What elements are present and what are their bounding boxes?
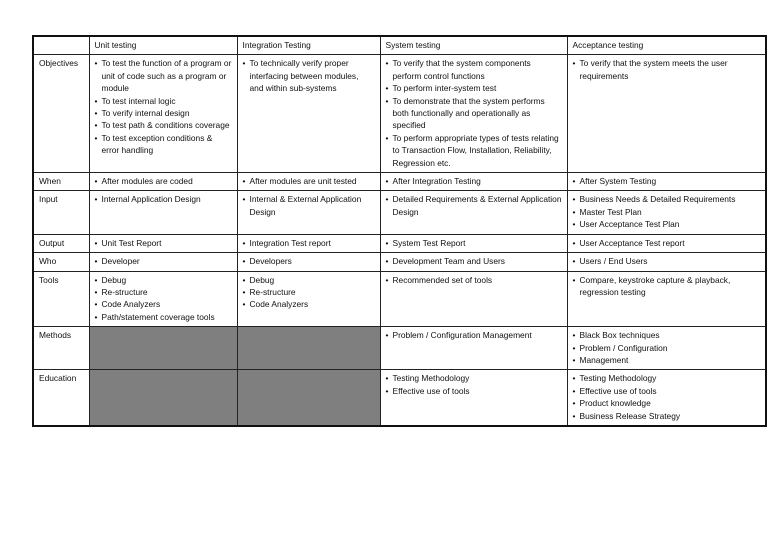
- cell-system: [380, 327, 567, 370]
- cell-integration: [237, 55, 380, 173]
- bullet-item: • To technically verify proper interfacing between modules, and within sub-systems: [243, 57, 375, 94]
- shaded-empty-cell: [237, 327, 380, 370]
- bullet-list: [243, 274, 375, 311]
- bullet-item: • Business Needs & Detailed Requirements: [573, 193, 761, 205]
- bullet-list: [386, 372, 562, 397]
- bullet-item: • To test the function of a program or unit of code such as a program or module: [95, 57, 232, 94]
- row-label: Output: [33, 234, 89, 252]
- bullet-item: • To perform appropriate types of tests relating to Transaction Flow, Installation, Reliability, Regression etc.: [386, 132, 562, 169]
- row-label: When: [33, 173, 89, 191]
- cell-acceptance: [567, 55, 766, 173]
- shaded-empty-cell: [89, 370, 237, 426]
- cell-system: [380, 253, 567, 271]
- bullet-list: [386, 193, 562, 218]
- bullet-item: • User Acceptance Test Plan: [573, 218, 761, 230]
- bullet-item: • Debug: [95, 274, 232, 286]
- bullet-list: [243, 57, 375, 94]
- table-row-objectives: [33, 55, 766, 173]
- cell-unit: [89, 271, 237, 327]
- cell-unit: [89, 55, 237, 173]
- bullet-item: • Detailed Requirements & External Application Design: [386, 193, 562, 218]
- bullet-item: • Path/statement coverage tools: [95, 311, 232, 323]
- cell-acceptance: [567, 253, 766, 271]
- bullet-item: • To verify internal design: [95, 107, 232, 119]
- bullet-list: [95, 193, 232, 205]
- bullet-list: [573, 193, 761, 230]
- cell-unit: [89, 234, 237, 252]
- row-label: Education: [33, 370, 89, 426]
- row-label: Who: [33, 253, 89, 271]
- cell-integration: [237, 234, 380, 252]
- cell-system: [380, 55, 567, 173]
- bullet-item: • Unit Test Report: [95, 237, 232, 249]
- table-row-education: [33, 370, 766, 426]
- bullet-item: • Business Release Strategy: [573, 410, 761, 422]
- bullet-item: • Effective use of tools: [386, 385, 562, 397]
- cell-acceptance: [567, 327, 766, 370]
- table-body: [33, 55, 766, 426]
- header-integration-testing: Integration Testing: [237, 36, 380, 55]
- bullet-list: [243, 175, 375, 187]
- bullet-list: [243, 237, 375, 249]
- bullet-item: • Users / End Users: [573, 255, 761, 267]
- header-acceptance-testing: Acceptance testing: [567, 36, 766, 55]
- bullet-item: • Management: [573, 354, 761, 366]
- bullet-item: • Testing Methodology: [386, 372, 562, 384]
- bullet-list: [95, 57, 232, 156]
- row-label: Objectives: [33, 55, 89, 173]
- cell-unit: [89, 191, 237, 234]
- corner-header-cell: [33, 36, 89, 55]
- bullet-item: • After modules are unit tested: [243, 175, 375, 187]
- testing-comparison-table: [32, 35, 767, 427]
- cell-system: [380, 271, 567, 327]
- header-system-testing: System testing: [380, 36, 567, 55]
- bullet-list: [386, 57, 562, 169]
- bullet-item: • To verify that the system components perform control functions: [386, 57, 562, 82]
- cell-unit: [89, 173, 237, 191]
- cell-system: [380, 173, 567, 191]
- bullet-item: • Re-structure: [243, 286, 375, 298]
- bullet-list: [573, 57, 761, 82]
- bullet-item: • Internal & External Application Design: [243, 193, 375, 218]
- bullet-item: • Developers: [243, 255, 375, 267]
- cell-acceptance: [567, 370, 766, 426]
- cell-system: [380, 191, 567, 234]
- row-label: Tools: [33, 271, 89, 327]
- bullet-list: [386, 255, 562, 267]
- cell-acceptance: [567, 234, 766, 252]
- bullet-list: [386, 175, 562, 187]
- bullet-item: • Development Team and Users: [386, 255, 562, 267]
- bullet-item: • Compare, keystroke capture & playback, regression testing: [573, 274, 761, 299]
- bullet-item: • Effective use of tools: [573, 385, 761, 397]
- cell-integration: [237, 253, 380, 271]
- header-unit-testing: Unit testing: [89, 36, 237, 55]
- bullet-item: • To test path & conditions coverage: [95, 119, 232, 131]
- table-row-when: [33, 173, 766, 191]
- bullet-item: • Problem / Configuration Management: [386, 329, 562, 341]
- bullet-list: [573, 175, 761, 187]
- cell-integration: [237, 271, 380, 327]
- table-row-tools: [33, 271, 766, 327]
- bullet-item: • System Test Report: [386, 237, 562, 249]
- bullet-list: [573, 237, 761, 249]
- bullet-list: [243, 193, 375, 218]
- bullet-item: • Problem / Configuration: [573, 342, 761, 354]
- bullet-list: [573, 255, 761, 267]
- shaded-empty-cell: [89, 327, 237, 370]
- bullet-item: • Integration Test report: [243, 237, 375, 249]
- bullet-item: • Master Test Plan: [573, 206, 761, 218]
- bullet-list: [95, 255, 232, 267]
- row-label: Methods: [33, 327, 89, 370]
- cell-system: [380, 370, 567, 426]
- row-label: Input: [33, 191, 89, 234]
- table-row-input: [33, 191, 766, 234]
- table-row-output: [33, 234, 766, 252]
- bullet-list: [95, 237, 232, 249]
- bullet-item: • Internal Application Design: [95, 193, 232, 205]
- bullet-item: • Debug: [243, 274, 375, 286]
- bullet-list: [386, 274, 562, 286]
- cell-acceptance: [567, 191, 766, 234]
- bullet-item: • Code Analyzers: [95, 298, 232, 310]
- bullet-item: • After modules are coded: [95, 175, 232, 187]
- bullet-list: [386, 237, 562, 249]
- bullet-item: • To verify that the system meets the user requirements: [573, 57, 761, 82]
- bullet-list: [95, 175, 232, 187]
- cell-integration: [237, 191, 380, 234]
- bullet-item: • To test internal logic: [95, 95, 232, 107]
- bullet-item: • After Integration Testing: [386, 175, 562, 187]
- bullet-item: • Code Analyzers: [243, 298, 375, 310]
- cell-system: [380, 234, 567, 252]
- bullet-item: • Black Box techniques: [573, 329, 761, 341]
- cell-unit: [89, 253, 237, 271]
- bullet-list: [573, 329, 761, 366]
- cell-acceptance: [567, 271, 766, 327]
- bullet-list: [573, 372, 761, 422]
- table-row-methods: [33, 327, 766, 370]
- bullet-list: [573, 274, 761, 299]
- bullet-list: [243, 255, 375, 267]
- bullet-item: • To test exception conditions & error handling: [95, 132, 232, 157]
- bullet-item: • To demonstrate that the system performs both functionally and operationally as specified: [386, 95, 562, 132]
- bullet-item: • Re-structure: [95, 286, 232, 298]
- cell-acceptance: [567, 173, 766, 191]
- bullet-item: • User Acceptance Test report: [573, 237, 761, 249]
- table-row-who: [33, 253, 766, 271]
- bullet-item: • To perform inter-system test: [386, 82, 562, 94]
- shaded-empty-cell: [237, 370, 380, 426]
- bullet-list: [95, 274, 232, 324]
- bullet-list: [386, 329, 562, 341]
- cell-integration: [237, 173, 380, 191]
- bullet-item: • After System Testing: [573, 175, 761, 187]
- header-row: [33, 36, 766, 55]
- bullet-item: • Testing Methodology: [573, 372, 761, 384]
- bullet-item: • Product knowledge: [573, 397, 761, 409]
- bullet-item: • Recommended set of tools: [386, 274, 562, 286]
- bullet-item: • Developer: [95, 255, 232, 267]
